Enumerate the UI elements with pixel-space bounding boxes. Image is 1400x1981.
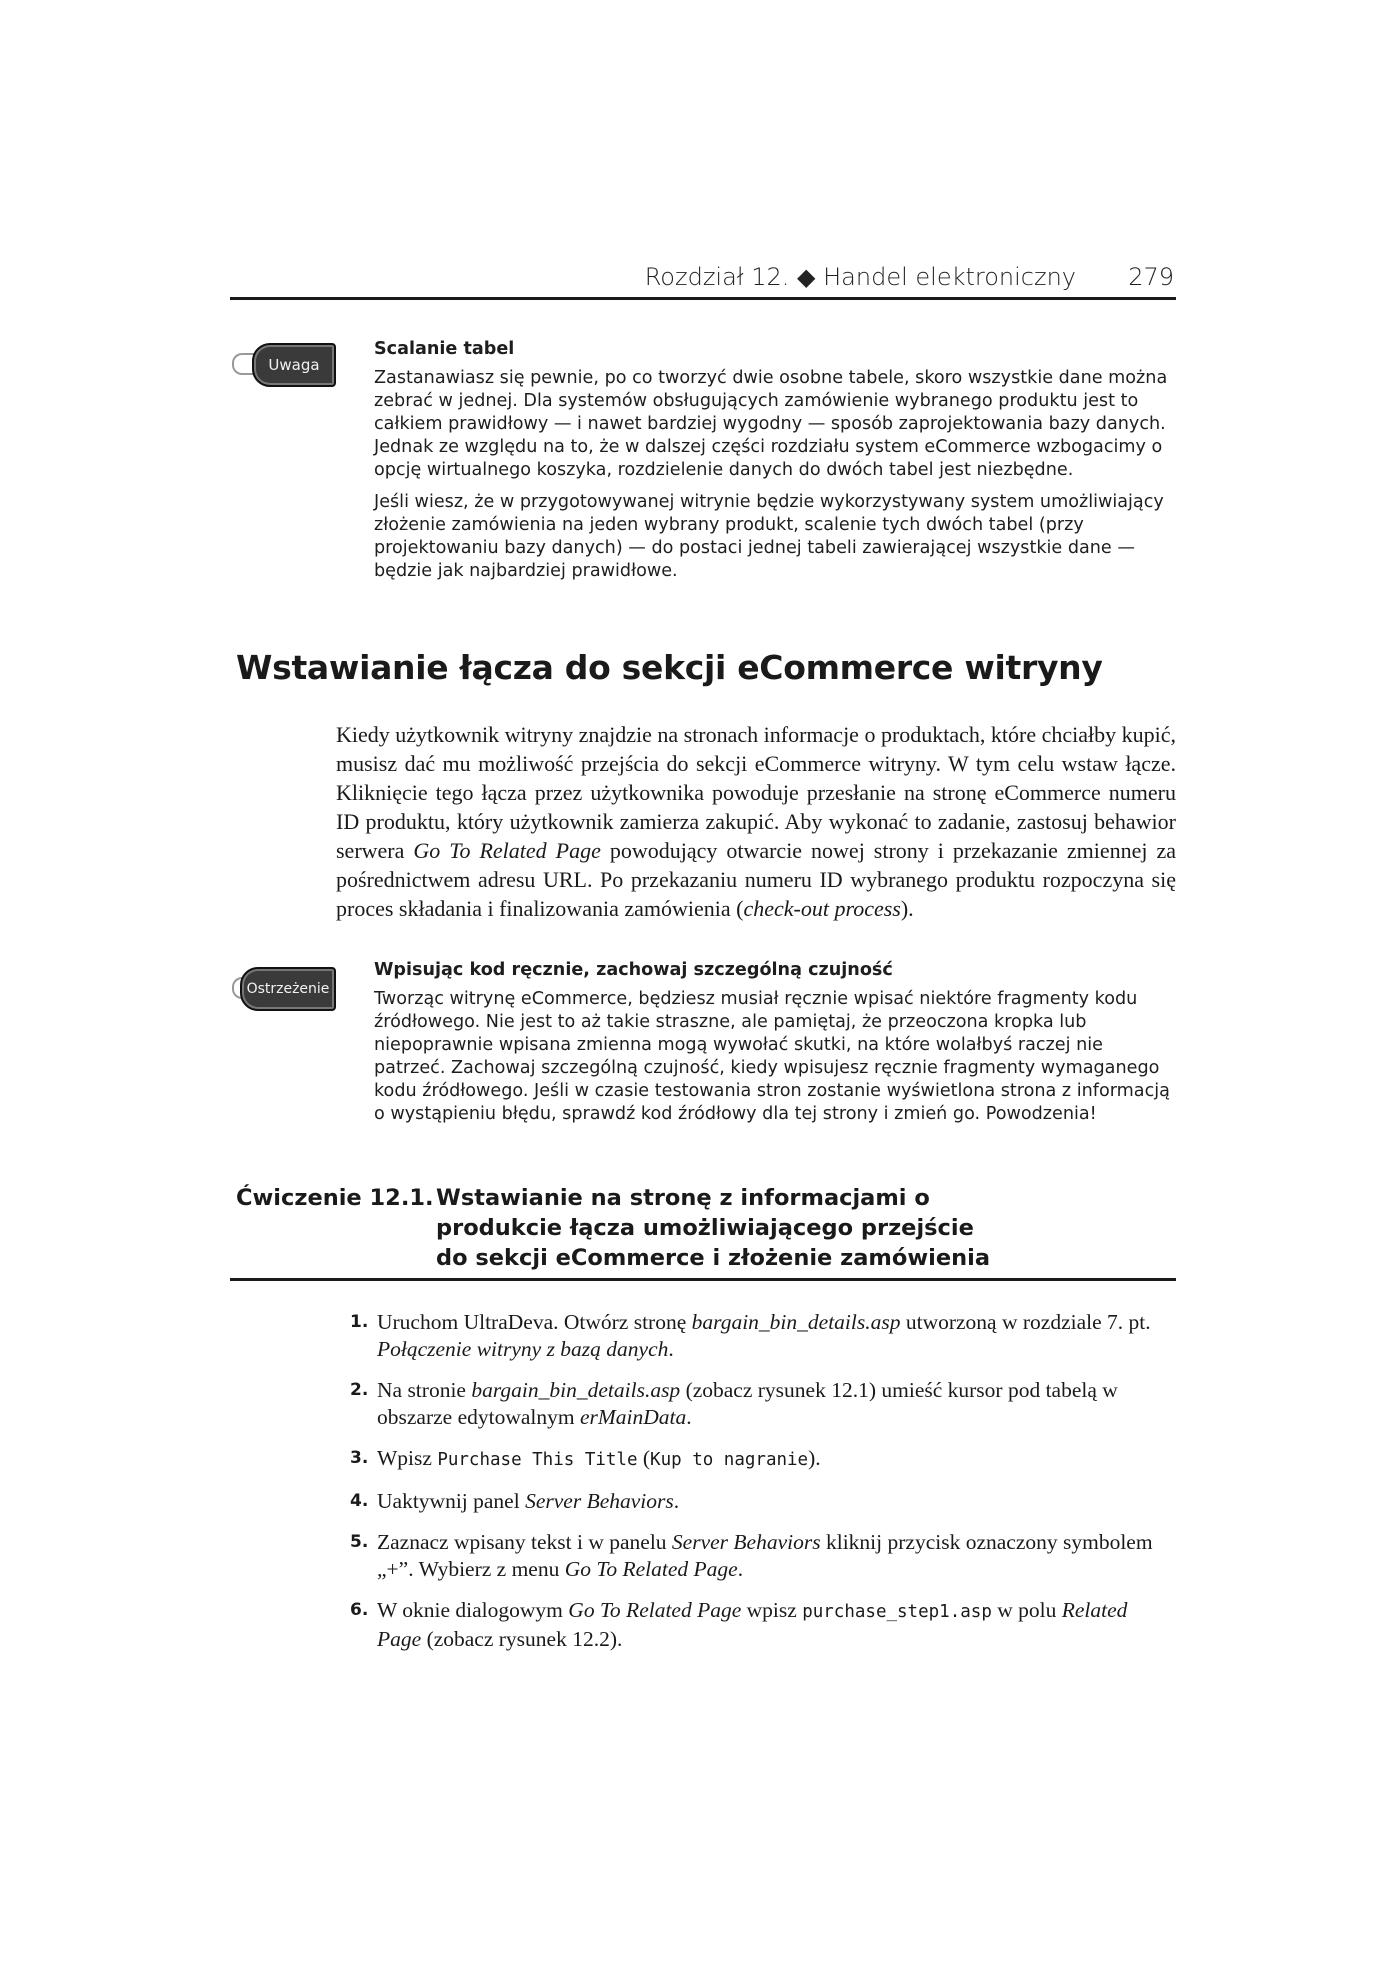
exercise-rule	[230, 1278, 1176, 1281]
code-text: Kup to nagranie	[650, 1450, 809, 1470]
warning-paragraph: Tworząc witrynę eCommerce, będziesz musiał ręcznie wpisać niektóre fragmenty kodu źródłowego. Nie jest to aż takie straszne, ale pamiętaj, że przeoczona kropka lub niepoprawnie wpisana zmienna mogą wywołać skutki, na które wolałbyś raczej nie patrzeć. Zachowaj szczególną czujność, kiedy wpisujesz ręcznie fragmenty wymaganego kodu źródłowego. Jeśli w czasie testowania stron zostanie wyświetlona strona z informacją o wystąpieniu błędu, sprawdź kod źródłowy dla tej strony i zmień go. Powodzenia!	[374, 989, 1170, 1124]
warning-block	[374, 959, 1176, 1135]
italic-term: check-out process	[743, 896, 901, 921]
code-text: purchase_step1.asp	[802, 1602, 992, 1622]
list-item: 5. Zaznacz wpisany tekst i w panelu Server Behaviors kliknij przycisk oznaczony symbolem „+”. Wybierz z menu Go To Related Page.	[350, 1530, 1153, 1581]
list-item: 2. Na stronie bargain_bin_details.asp (zobacz rysunek 12.1) umieść kursor pod tabelą w obszarze edytowalnym erMainData.	[350, 1378, 1118, 1429]
header-rule	[230, 297, 1176, 300]
italic-term: Go To Related Page	[413, 838, 601, 863]
warning-icon-label: Ostrzeżenie	[240, 967, 336, 1011]
list-item: 3. Wpisz Purchase This Title (Kup to nagranie).	[350, 1446, 821, 1470]
page-number: 279	[1128, 263, 1174, 291]
note-block	[374, 338, 1176, 592]
section-heading: Wstawianie łącza do sekcji eCommerce witryny	[236, 648, 1103, 687]
body-paragraph: Kiedy użytkownik witryny znajdzie na stronach informacje o produktach, które chciałby kupić, musisz dać mu możliwość przejścia do sekcji eCommerce witryny. W tym celu wstaw łącze. Kliknięcie tego łącza przez użytkownika powoduje przesłanie na stronę eCommerce numeru ID produktu, który użytkownik zamierza zakupić. Aby wykonać to zadanie, zastosuj behawior serwera Go To Related Page powodujący otwarcie nowej strony i przekazanie zmiennej za pośrednictwem adresu URL. Po przekazaniu numeru ID wybranego produktu rozpoczyna się proces składania i finalizowania zamówienia (check-out process).	[336, 722, 1177, 921]
note-icon-label: Uwaga	[252, 343, 336, 387]
step-number: 2.	[350, 1380, 369, 1400]
warning-icon	[232, 967, 336, 1009]
note-paragraph: Jeśli wiesz, że w przygotowywanej witrynie będzie wykorzystywany system umożliwiający złożenie zamówienia na jeden wybrany produkt, scalenie tych dwóch tabel (przy projektowaniu bazy danych) — do postaci jednej tabeli zawierającej wszystkie dane — będzie jak najbardziej prawidłowe.	[374, 492, 1164, 581]
warning-title: Wpisując kod ręcznie, zachowaj szczególną czujność	[374, 960, 893, 980]
list-item: 4. Uaktywnij panel Server Behaviors.	[350, 1489, 680, 1513]
step-number: 1.	[350, 1312, 369, 1332]
list-item: 1. Uruchom UltraDeva. Otwórz stronę bargain_bin_details.asp utworzoną w rozdziale 7. pt. Połączenie witryny z bazą danych.	[350, 1310, 1151, 1361]
running-header	[230, 257, 1176, 297]
steps-list	[350, 1309, 1176, 1667]
step-number: 3.	[350, 1448, 369, 1468]
note-icon	[232, 343, 336, 385]
note-paragraph: Zastanawiasz się pewnie, po co tworzyć dwie osobne tabele, skoro wszystkie dane można zebrać w jednej. Dla systemów obsługujących zamówienie wybranego produktu jest to całkiem prawidłowy — i nawet bardziej wygodny — sposób zaprojektowania bazy danych. Jednak ze względu na to, że w dalszej części rozdziału system eCommerce wzbogacimy o opcję wirtualnego koszyka, rozdzielenie danych do dwóch tabel jest niezbędne.	[374, 368, 1168, 480]
step-number: 4.	[350, 1491, 369, 1511]
exercise-title: Wstawianie na stronę z informacjami o produkcie łącza umożliwiającego przejście do sekcji eCommerce i złożenie zamówienia	[436, 1185, 990, 1271]
code-text: Purchase This Title	[437, 1450, 638, 1470]
chapter-title: Rozdział 12. ◆ Handel elektroniczny	[644, 263, 1076, 291]
exercise-number: Ćwiczenie 12.1.	[236, 1185, 434, 1211]
list-item: 6. W oknie dialogowym Go To Related Page wpisz purchase_step1.asp w polu Related Page (zobacz rysunek 12.2).	[350, 1598, 1128, 1651]
step-number: 5.	[350, 1532, 369, 1552]
note-title: Scalanie tabel	[374, 339, 515, 359]
step-number: 6.	[350, 1600, 369, 1620]
